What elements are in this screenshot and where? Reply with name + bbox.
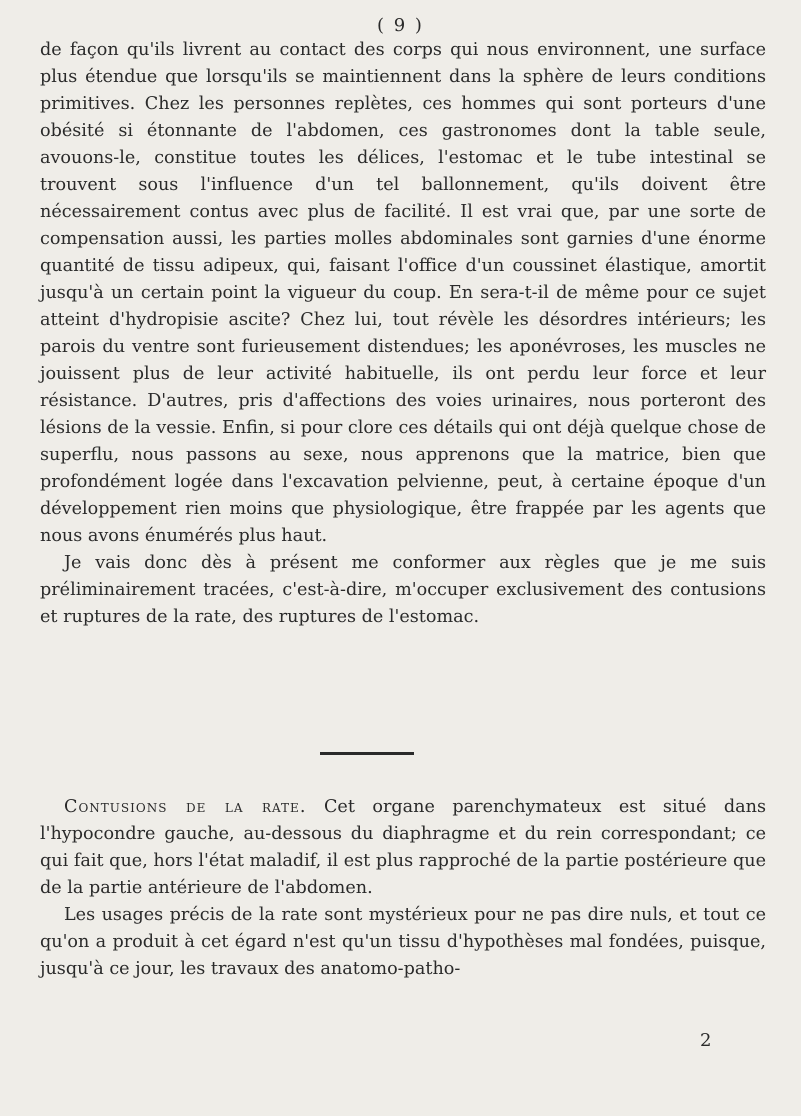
section-paragraph-text: Cet organe parenchymateux est situé dans l'hypocondre gauche, au-dessous du diaphragme et du rein correspondant; ce qui fait que, hors l'état maladif, il est plus rapproché de la partie postérieure que de la partie antérieure de l'abdomen.: [40, 797, 767, 898]
signature-mark: 2: [700, 1030, 712, 1051]
section-paragraph: [40, 794, 766, 902]
main-text-block: [40, 37, 766, 631]
paragraph: Les usages précis de la rate sont mystérieux pour ne pas dire nuls, et tout ce qu'on a produit à cet égard n'est qu'un tissu d'hypothèses mal fondées, puisque, jusqu'à ce jour, les travaux des anatomo-patho-: [40, 905, 766, 979]
page-number: ( 9 ): [377, 15, 424, 36]
section-divider: [320, 752, 414, 755]
section-heading: Contusions de la rate.: [64, 797, 307, 817]
paragraph: de façon qu'ils livrent au contact des corps qui nous environnent, une surface plus étendue que lorsqu'ils se maintiennent dans la sphère de leurs conditions primitives. Chez les personnes replètes, ces hommes qui sont porteurs d'une obésité si étonnante de l'abdomen, ces gastronomes dont la table seule, avouons-le, constitue toutes les délices, l'estomac et le tube intestinal se trouvent sous l'influence d'un tel ballonnement, qu'ils doivent être nécessairement contus avec plus de facilité. Il est vrai que, par une sorte de compensation aussi, les parties molles abdominales sont garnies d'une énorme quantité de tissu adipeux, qui, faisant l'office d'un coussinet élastique, amortit jusqu'à un certain point la vigueur du coup. En sera-t-il de même pour ce sujet atteint d'hydropisie ascite? Chez lui, tout révèle les désordres intérieurs; les parois du ventre sont furieusement distendues; les aponévroses, les muscles ne jouissent plus de leur activité habituelle, ils ont perdu leur force et leur résistance. D'autres, pris d'affections des voies urinaires, nous porteront des lésions de la vessie. Enfin, si pour clore ces détails qui ont déjà quelque chose de superflu, nous passons au sexe, nous apprenons que la matrice, bien que profondément logée dans l'excavation pelvienne, peut, à certaine époque d'un développement rien moins que physiologique, être frappée par les agents que nous avons énumérés plus haut.: [40, 40, 766, 546]
section-text-block: [40, 794, 766, 983]
paragraph: Je vais donc dès à présent me conformer aux règles que je me suis préliminairement tracées, c'est-à-dire, m'occuper exclusivement des contusions et ruptures de la rate, des ruptures de l'estomac.: [40, 553, 766, 627]
